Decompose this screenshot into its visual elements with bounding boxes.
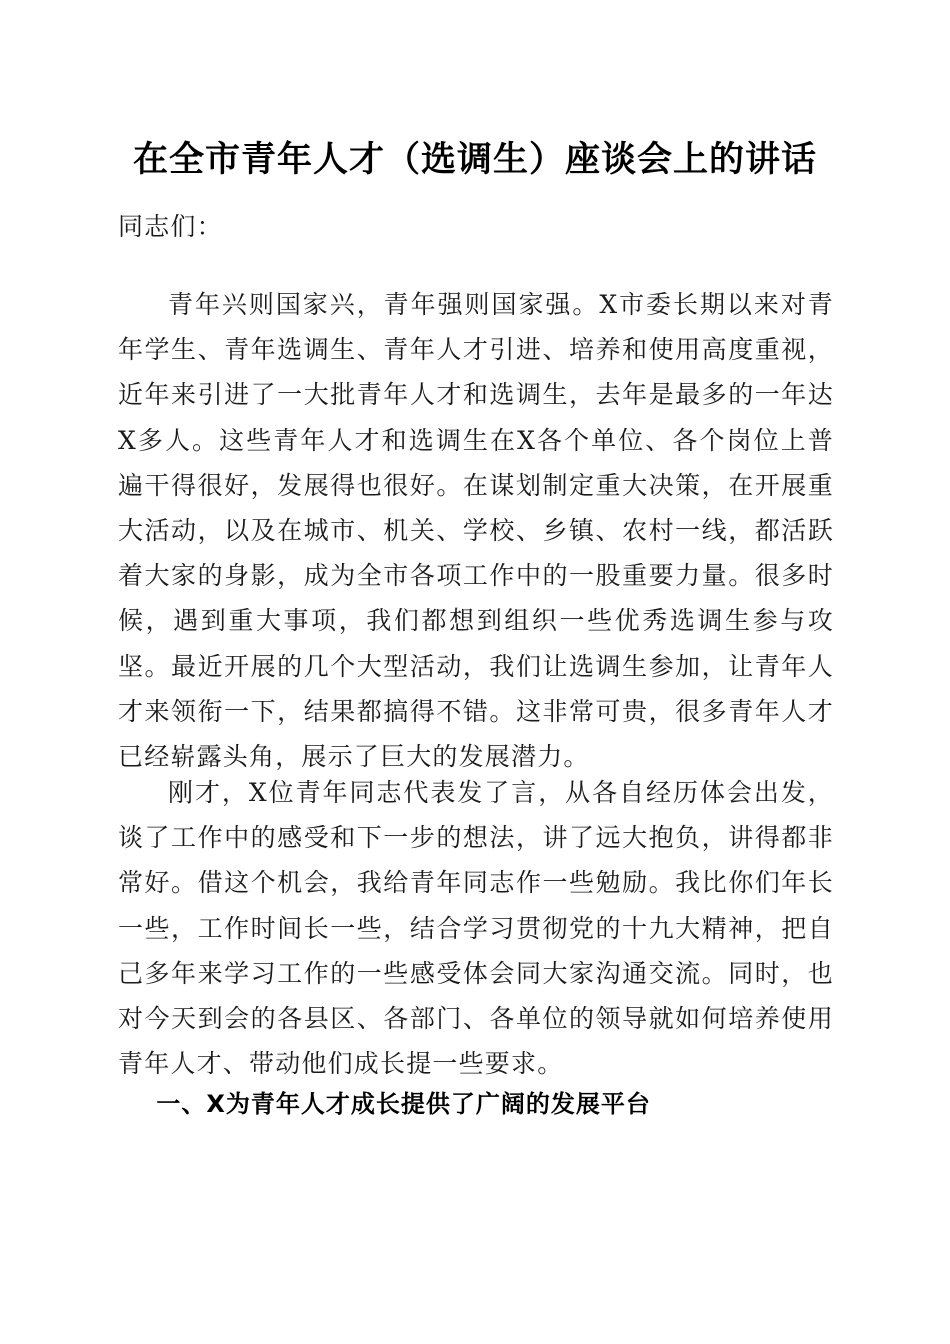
section-heading: 一、X为青年人才成长提供了广阔的发展平台 (156, 1090, 651, 1118)
salutation: 同志们： (118, 212, 223, 241)
paragraph-1: 青年兴则国家兴，青年强则国家强。X市委长期以来对青年学生、青年选调生、青年人才引进、培养和使用高度重视，近年来引进了一大批青年人才和选调生，去年是最多的一年达X多人。这些青年人才和选调生在X各个单位、各个岗位上普遍干得很好，发展得也很好。在谋划制定重大决策，在开展重大活动，以及在城市、机关、学校、乡镇、农村一线，都活跃着大家的身影，成为全市各项工作中的一股重要力量。很多时候，遇到重大事项，我们都想到组织一些优秀选调生参与攻坚。最近开展的几个大型活动，我们让选调生参加，让青年人才来领衔一下，结果都搞得不错。这非常可贵，很多青年人才已经崭露头角，展示了巨大的发展潜力。 (118, 290, 834, 772)
paragraph-2: 刚才，X位青年同志代表发了言，从各自经历体会出发，谈了工作中的感受和下一步的想法，讲了远大抱负，讲得都非常好。借这个机会，我给青年同志作一些勉励。我比你们年长一些，工作时间长一些，结合学习贯彻党的十九大精神，把自己多年来学习工作的一些感受体会同大家沟通交流。同时，也对今天到会的各县区、各部门、各单位的领导就如何培养使用青年人才、带动他们成长提一些要求。 (118, 778, 834, 1079)
document-title: 在全市青年人才（选调生）座谈会上的讲话 (132, 140, 817, 180)
